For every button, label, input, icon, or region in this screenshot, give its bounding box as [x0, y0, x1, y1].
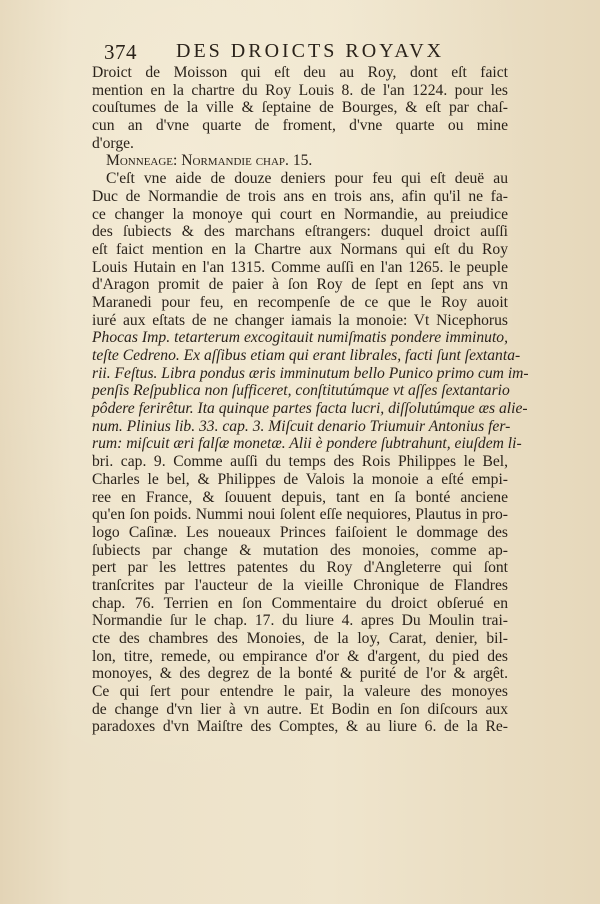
text-line: iuré aux eſtats de ne changer iamais la monoie: Vt Nicephorus: [92, 311, 508, 329]
text-line: pert par les lettres patentes du Roy d'Angleterre qui ſont: [92, 559, 508, 577]
page-header: [104, 40, 560, 66]
running-title: DES DROICTS ROYAVX: [176, 40, 445, 62]
text-line: lon, titre, remede, ou empirance d'or & d'argent, du pied des: [92, 647, 508, 665]
text-line: monoyes, & des degrez de la bonté & purité de l'or & argêt.: [92, 665, 508, 683]
section-heading: Monneage: Normandie chap. 15.: [106, 152, 313, 170]
text-line: qu'en ſon poids. Nummi noui ſolent eſſe nequiores, Plautus in pro-: [92, 506, 508, 524]
text-line: paradoxes d'vn Maiſtre des Comptes, & au liure 6. de la Re-: [92, 718, 508, 736]
text-line: d'orge.: [92, 134, 134, 152]
text-line: Droict de Moisson qui eſt deu au Roy, dont eſt faict: [92, 64, 508, 81]
latin-citation-line: penſis Reſpublica non ſufficeret, conſtitutúmque vt aſſes ſextantario: [92, 382, 510, 400]
text-line: tranſcrites par l'aucteur de la vieille Chronique de Flandres: [92, 576, 508, 594]
text-line: cun an d'vne quarte de froment, d'vne quarte ou mine: [92, 117, 508, 135]
latin-citation-line: rum: miſcuit æri falſæ monetæ. Alii è pondere ſubtrahunt, eiuſdem li-: [92, 435, 522, 453]
text-line: de change d'vn lier à vn autre. Et Bodin en ſon diſcours aux: [92, 700, 508, 718]
text-line: Charles le bel, & Philippes de Valois la monoie a eſté empi-: [92, 470, 508, 488]
body-text: [92, 64, 529, 736]
text-line: bri. cap. 9. Comme auſſi du temps des Rois Philippes le Bel,: [92, 453, 508, 471]
text-line: Ce qui ſert pour entendre le pair, la valeure des monoyes: [92, 683, 508, 701]
text-line: Duc de Normandie de trois ans en trois ans, afin qu'il ne fa-: [92, 187, 508, 205]
latin-citation-line: pôdere ferirêtur. Ita quinque partes facta lucri, diſſolutúmque æs alie-: [92, 400, 528, 418]
latin-citation-line: teſte Cedreno. Ex aſſibus etiam qui erant librales, facti ſunt ſextanta-: [92, 347, 521, 364]
text-line: logo Caſinæ. Les noueaux Princes faiſoient le dommage des: [92, 523, 508, 541]
text-line: Louis Hutain en l'an 1315. Comme auſſi en l'an 1265. le peuple: [92, 258, 508, 276]
text-line: eſt faict mention en la Chartre aux Normans qui eſt du Roy: [92, 240, 508, 258]
text-line: ree en France, & ſouuent depuis, tant en ſa bonté anciene: [92, 488, 508, 506]
text-line: ce changer la monoye qui court en Normandie, au preiudice: [92, 205, 508, 223]
page-number: 374: [104, 40, 137, 64]
text-line: cte des chambres des Monoies, de la loy, Carat, denier, bil-: [92, 630, 508, 647]
text-line: ſubiects par change & mutation des monoies, comme ap-: [92, 541, 508, 559]
latin-citation-line: num. Plinius lib. 33. cap. 3. Miſcuit denario Triumuir Antonius fer-: [92, 417, 511, 435]
text-line: des ſubiects & des marchans eſtrangers: duquel droict auſſi: [92, 223, 508, 241]
text-line: C'eſt vne aide de douze deniers pour feu qui eſt deuë au: [106, 170, 508, 188]
text-line: couſtumes de la ville & ſeptaine de Bourges, & eſt par chaſ-: [92, 99, 508, 117]
text-line: chap. 76. Terrien en ſon Commentaire du droict obſerué en: [92, 594, 508, 612]
text-line: Normandie ſur le chap. 17. du liure 4. apres Du Moulin trai-: [92, 612, 508, 630]
text-line: Maranedi pour feu, en recompenſe de ce que le Roy auoit: [92, 293, 508, 311]
latin-citation-line: Phocas Imp. tetarterum excogitauit numiſmatis pondere imminuto,: [92, 329, 508, 347]
text-line: d'Aragon promit de paier à ſon Roy de ſept en ſept ans vn: [92, 276, 508, 294]
latin-citation-line: rii. Feſtus. Libra pondus æris imminutum bello Punico primo cum im-: [92, 364, 529, 382]
text-line: mention en la chartre du Roy Louis 8. de l'an 1224. pour les: [92, 81, 508, 99]
